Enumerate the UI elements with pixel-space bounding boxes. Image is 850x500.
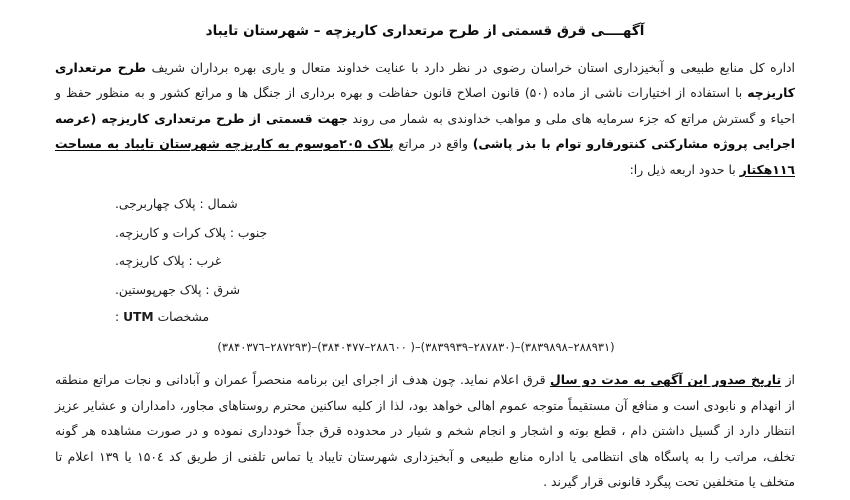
closing-segment-3: قرق اعلام نماید. چون هدف از اجرای این برنامه منحصراً عمران و آبادانی و نجات مراتع منطقه از انهدام و نابودی است و منافع آن مستقیماً متوجه عموم اهالی خواهد بود، لذا از کلیه ساکنین محترم روستاهای مجاور، دامداران و عشایر عزیز انتظار دارد از گسیل داشتن دام ، قطع بوته و اشجار و انجام شخم و شیار در محدوده قرق جداً خودداری نموده و در صورت مشاهده هر گونه تخلف، مراتب را به پاسگاه های انتظامی یا اداره منابع طبیعی و آبخیزداری شهرستان تایباد یا تماس تلفنی از طریق کد ۱۵۰٤ یا ۱۳۹ اعلام تا متخلف یا متخلفین تحت پیگرد قانونی قرار گیرند . <box>55 372 796 490</box>
intro-parcel-area: پلاک ۲۰۵موسوم به کاریزچه شهرستان تایباد به مساحت ۱۱٦هکتار <box>55 136 795 177</box>
boundary-south <box>115 225 795 242</box>
intro-segment-1: اداره کل منابع طبیعی و آبخیزداری استان خراسان رضوی در نظر دارد با عنایت خداوند متعال و یاری بهره برداران شریف <box>146 59 796 75</box>
boundary-north-value: پلاک چهاربرجی. <box>115 197 196 211</box>
utm-coordinates: (۳۸۴۰۳۷٦–۲۸۷۲۹۳)–(۳۸۴۰۴۷۷–۲۸۸٦۰۰ )–(۳۸۳۹۹۳۹–۲۸۷۸۳۰)–(۳۸۳۹۸۹۸–۲۸۸۹۳۱) <box>217 340 615 355</box>
utm-heading-term: UTM <box>123 310 154 325</box>
closing-duration: تاریخ صدور این آگهی به مدت دو سال <box>549 372 782 388</box>
utm-heading-label: مشخصات <box>157 310 210 325</box>
utm-heading <box>55 310 795 324</box>
boundary-south-label: جنوب : <box>229 225 268 240</box>
intro-plan-name: طرح مرتعداری کاریزچه <box>55 59 795 101</box>
boundary-west-value: پلاک کاریزچه. <box>115 254 185 269</box>
boundary-west-label: غرب : <box>188 254 222 269</box>
boundary-east-value: پلاک جهرپوستین. <box>115 282 202 297</box>
page-title: آگهــــی قرق قسمتی از طرح مرتعداری کاریزچه – شهرستان تایباد <box>205 23 645 39</box>
closing-segment-1: از <box>781 372 795 388</box>
intro-segment-3: با استفاده از اختیارات ناشی از ماده (۵۰) قانون اصلاح قانون حفاظت و بهره برداری از جنگل ها و مراتع کشور و به منظور حفظ و احیاء و گسترش مراتع که جزء سرمایه های ملی و مواهب خداوندی به شمار می روند <box>55 85 795 126</box>
intro-segment-5: واقع در مراتع <box>393 136 473 152</box>
intro-paragraph <box>55 55 795 182</box>
boundary-south-value: پلاک کرات و کاریزچه. <box>115 225 226 240</box>
boundary-east <box>115 282 795 299</box>
boundary-east-label: شرق : <box>205 282 241 297</box>
boundary-north <box>115 196 795 213</box>
intro-segment-7: با حدود اربعه ذیل را: <box>629 161 740 177</box>
utm-heading-colon: : <box>115 310 124 325</box>
intro-project-scope: جهت قسمتی از طرح مرتعداری کاریزچه (عرصه اجرایی پروژه مشارکتی کنتورفارو توام با بذر پاشی) <box>55 110 795 152</box>
boundary-north-label: شمال : <box>199 197 238 211</box>
closing-paragraph <box>55 367 795 494</box>
boundaries-list <box>55 196 795 298</box>
boundary-west <box>115 253 795 270</box>
